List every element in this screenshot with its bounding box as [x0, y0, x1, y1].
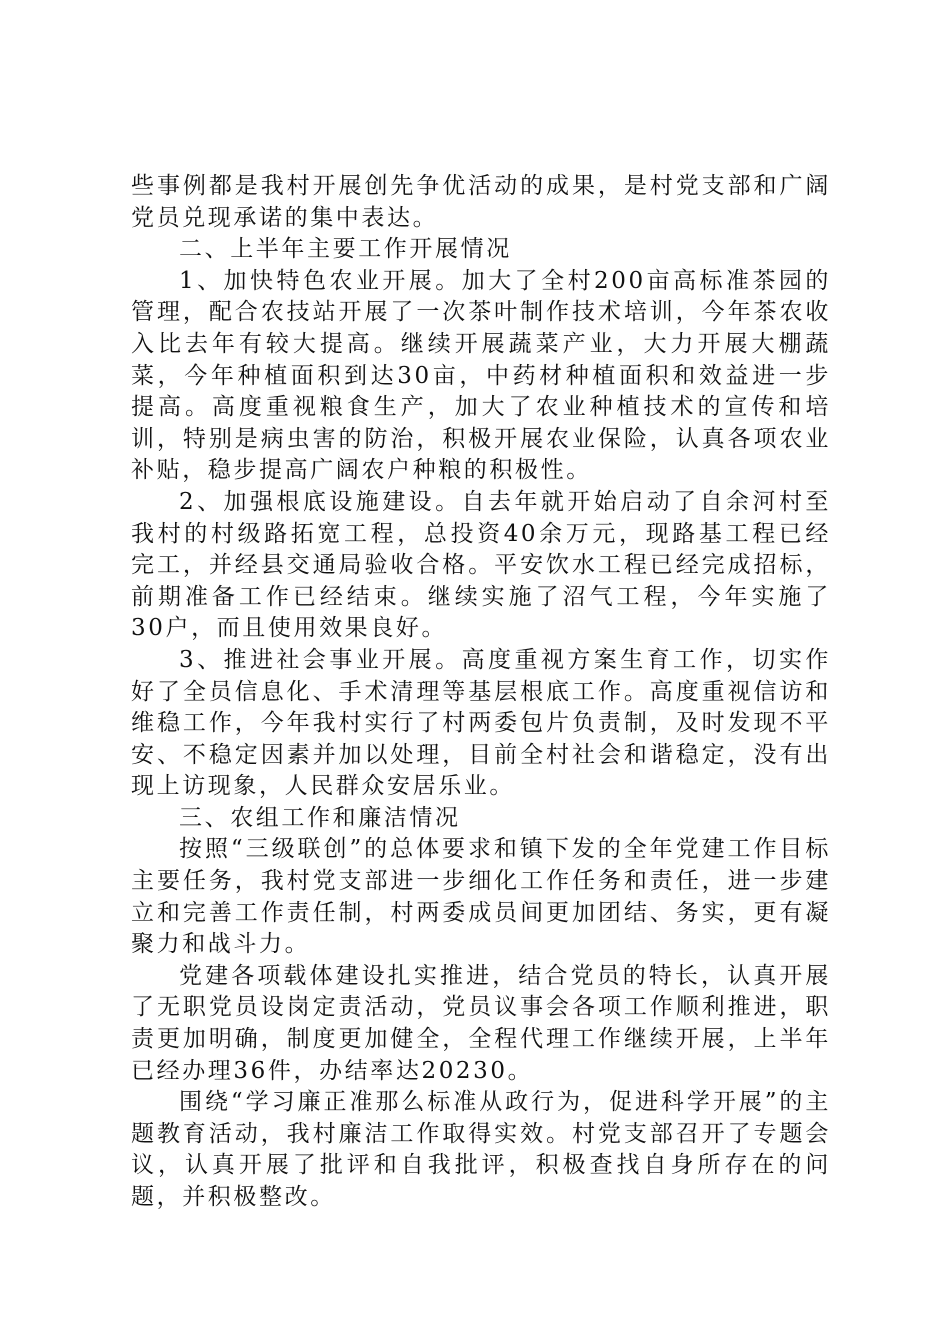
paragraph-continuation: 些事例都是我村开展创先争优活动的成果，是村党支部和广阔党员兑现承诺的集中表达。 [131, 173, 831, 231]
section-heading-3: 三、农组工作和廉洁情况 [179, 804, 461, 831]
paragraph-agriculture: 1、加快特色农业开展。加大了全村200亩高标准茶园的管理，配合农技站开展了一次茶叶制作技术培训，今年茶农收入比去年有较大提高。继续开展蔬菜产业，大力开展大棚蔬菜，今年种植面积到达30亩，中药材种植面积和效益进一步提高。高度重视粮食生产，加大了农业种植技术的宣传和培训，特别是病虫害的防治，积极开展农业保险，认真各项农业补贴，稳步提高广阔农户种粮的积极性。 [131, 267, 831, 484]
paragraph-social-affairs: 3、推进社会事业开展。高度重视方案生育工作，切实作好了全员信息化、手术清理等基层根底工作。高度重视信访和维稳工作，今年我村实行了村两委包片负责制，及时发现不平安、不稳定因素并加以处理，目前全村社会和谐稳定，没有出现上访现象，人民群众安居乐业。 [131, 646, 831, 800]
paragraph-infrastructure: 2、加强根底设施建设。自去年就开始启动了自余河村至我村的村级路拓宽工程，总投资40余万元，现路基工程已经完工，并经县交通局验收合格。平安饮水工程已经完成招标，前期准备工作已经结束。继续实施了沼气工程，今年实施了30户，而且使用效果良好。 [131, 488, 831, 642]
paragraph-party-building-goals: 按照“三级联创”的总体要求和镇下发的全年党建工作目标主要任务，我村党支部进一步细化工作任务和责任，进一步建立和完善工作责任制，村两委成员间更加团结、务实，更有凝聚力和战斗力。 [131, 836, 831, 958]
section-heading-2: 二、上半年主要工作开展情况 [179, 236, 512, 263]
paragraph-integrity-education: 围绕“学习廉正准那么标准从政行为，促进科学开展”的主题教育活动，我村廉洁工作取得实效。村党支部召开了专题会议，认真开展了批评和自我批评，积极查找自身所存在的问题，并积极整改。 [131, 1089, 831, 1210]
document-body [131, 171, 831, 1214]
paragraph-party-carrier-construction: 党建各项载体建设扎实推进，结合党员的特长，认真开展了无职党员设岗定责活动，党员议事会各项工作顺利推进，职责更加明确，制度更加健全，全程代理工作继续开展，上半年已经办理36件，办结率达20230。 [131, 962, 831, 1084]
